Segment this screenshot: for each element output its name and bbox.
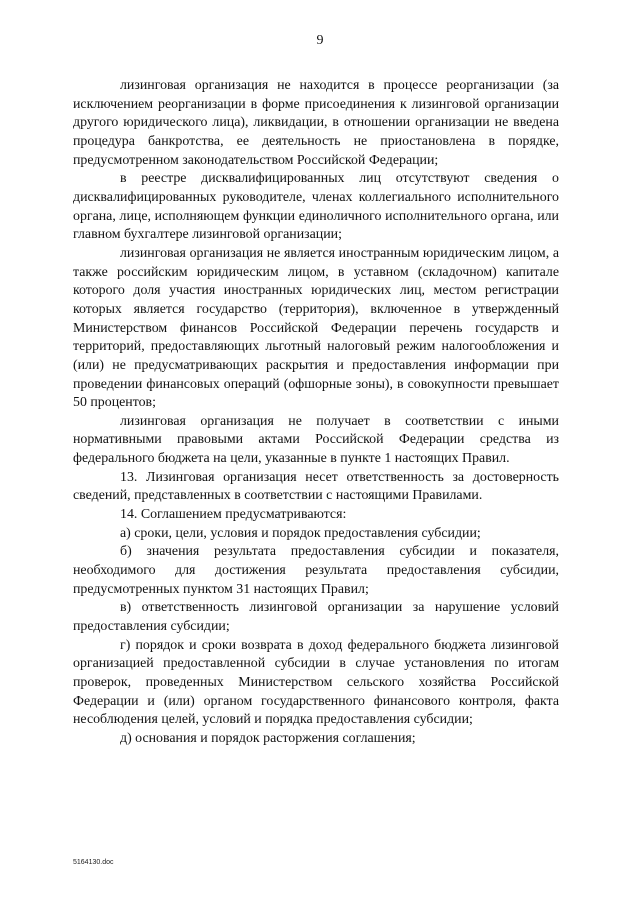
document-footer-filename: 5164130.doc — [73, 859, 114, 866]
page-number: 9 — [316, 33, 324, 48]
paragraph-item-14a: а) сроки, цели, условия и порядок предоставления субсидии; — [120, 525, 481, 541]
paragraph-item-14d: д) основания и порядок расторжения соглашения; — [120, 730, 416, 746]
paragraph-item-14: 14. Соглашением предусматриваются: — [120, 507, 347, 523]
paragraph-reorganization: лизинговая организация не находится в процессе реорганизации (за исключением реорганизации в форме присоединения к лизинговой организации другого юридического лица), ликвидации, в отношении организации не введена процедура банкротства, ее деятельность не приостановлена в порядке, предусмотренном законодательством Российской Федерации; — [73, 78, 559, 168]
document-body — [73, 77, 559, 749]
paragraph-item-14v: в) ответственность лизинговой организации за нарушение условий предоставления субсидии; — [73, 600, 559, 635]
paragraph-foreign-entity: лизинговая организация не является иностранным юридическим лицом, а также российским юридическим лицом, в уставном (складочном) капитале которого доля участия иностранных юридических лиц, местом регистрации которых является государство (территория), включенное в утвержденный Министерством финансов Российской Федерации перечень государств и территорий, предоставляющих льготный налоговый режим налогообложения и (или) не предусматривающих раскрытия и предоставления информации при проведении финансовых операций (офшорные зоны), в совокупности превышает 50 процентов; — [73, 245, 559, 411]
paragraph-other-funding: лизинговая организация не получает в соответствии с иными нормативными правовыми актами Российской Федерации средства из федерального бюджета на цели, указанные в пункте 1 настоящих Правил. — [73, 413, 559, 467]
paragraph-disqualified-persons: в реестре дисквалифицированных лиц отсутствуют сведения о дисквалифицированных руководителе, членах коллегиального исполнительного органа, лице, исполняющем функции единоличного исполнительного органа, или главном бухгалтере лизинговой организации; — [73, 171, 559, 243]
paragraph-item-14g: г) порядок и сроки возврата в доход федерального бюджета лизинговой организацией предоставленной субсидии в случае установления по итогам проверок, проведенных Министерством сельского хозяйства Российской Федерации и (или) органом государственного финансового контроля, факта несоблюдения целей, условий и порядка предоставления субсидии; — [73, 637, 559, 728]
paragraph-item-13: 13. Лизинговая организация несет ответственность за достоверность сведений, представленных в соответствии с настоящими Правилами. — [73, 469, 559, 504]
paragraph-item-14b: б) значения результата предоставления субсидии и показателя, необходимого для достижения результата предоставления субсидии, предусмотренных пунктом 31 настоящих Правил; — [73, 544, 559, 597]
